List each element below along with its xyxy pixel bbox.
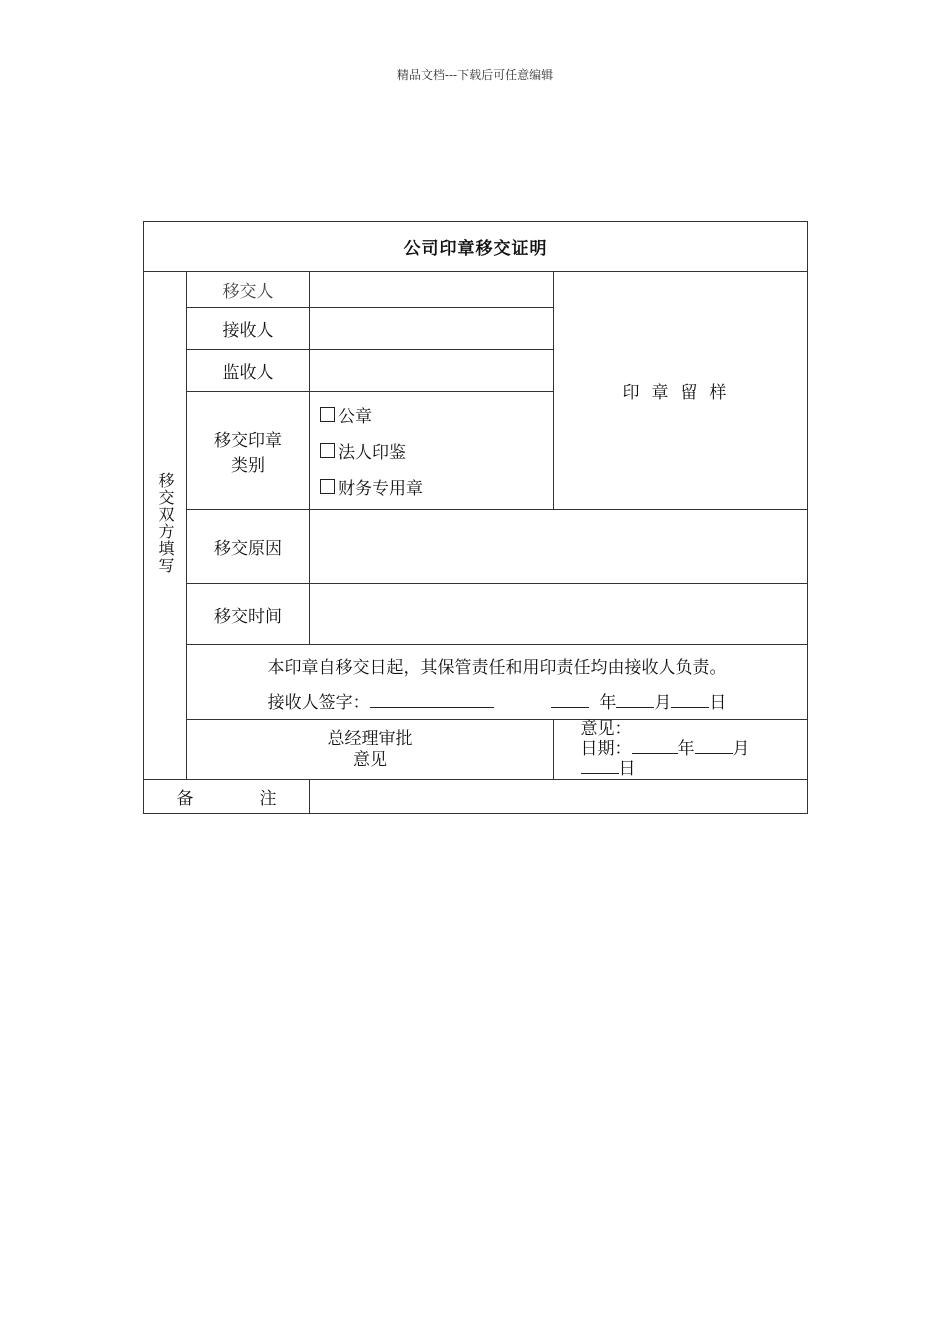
sign-year-field[interactable] [551,693,589,708]
seal-type-label [187,392,310,510]
header-note: 精品文档---下载后可任意编辑 [396,68,554,82]
checkbox-icon[interactable] [320,443,335,458]
side-label: 移交双方填写 [156,472,175,574]
stamp-sample-area[interactable] [554,272,808,510]
seal-type-label-line2: 类别 [231,455,265,476]
approval-year-field[interactable] [632,739,678,754]
signature-field[interactable] [370,693,494,708]
time-label: 移交时间 [187,584,310,645]
signature-label: 接收人签字： [267,693,370,713]
checkbox-icon[interactable] [320,407,335,422]
opinion-label: 意见： [580,719,632,739]
approval-date-line [581,739,781,779]
supervisor-label: 监收人 [187,350,310,392]
approval-year-label: 年 [677,739,695,759]
receiver-field[interactable] [310,308,554,350]
receiver-label: 接收人 [187,308,310,350]
side-label-cell [144,272,187,780]
gm-approval-content [581,720,781,779]
month-label: 月 [654,693,672,713]
sign-day-field[interactable] [671,693,709,708]
time-field[interactable] [310,584,808,645]
approval-day-field[interactable] [581,759,619,774]
seal-type-option-finance[interactable] [320,469,553,505]
date-label: 日期： [580,739,632,759]
gm-approval-label-line2: 意见 [353,749,387,770]
transferor-label: 移交人 [187,272,310,308]
seal-type-label-line1: 移交印章 [214,430,282,451]
approval-month-field[interactable] [695,739,733,754]
remarks-field[interactable] [310,780,808,814]
year-label: 年 [599,693,617,713]
reason-field[interactable] [310,510,808,584]
supervisor-field[interactable] [310,350,554,392]
seal-type-option-label: 财务专用章 [338,479,423,499]
signature-line [187,677,807,716]
responsibility-statement: 本印章自移交日起，其保管责任和用印责任均由接收人负责。 [267,658,727,678]
seal-transfer-form [143,221,808,814]
gm-approval-label [187,720,554,780]
stamp-sample-label: 印章留样 [622,383,739,403]
approval-month-label: 月 [732,739,750,759]
approval-day-label: 日 [618,759,636,779]
transferor-field[interactable] [310,272,554,308]
seal-type-option-official[interactable] [320,397,553,433]
day-label: 日 [709,693,727,713]
reason-label: 移交原因 [187,510,310,584]
form-title: 公司印章移交证明 [144,222,808,272]
remarks-label-cell [144,780,310,814]
gm-approval-label-line1: 总经理审批 [327,728,413,749]
seal-type-option-legal-rep[interactable] [320,433,553,469]
gm-approval-field[interactable] [554,720,808,780]
remarks-label: 备注 [176,789,277,809]
seal-type-options [310,392,554,510]
sign-month-field[interactable] [616,693,654,708]
seal-type-option-label: 公章 [338,407,372,427]
seal-type-option-label: 法人印鉴 [338,443,406,463]
checkbox-icon[interactable] [320,479,335,494]
responsibility-statement-cell [187,645,808,720]
